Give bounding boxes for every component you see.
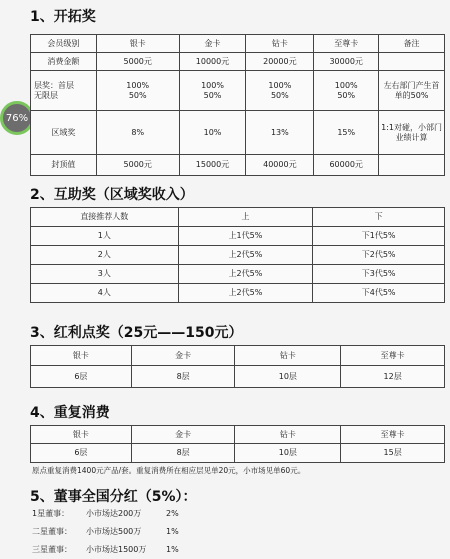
header-cell: 银卡 xyxy=(31,346,132,366)
table-cell: 10% xyxy=(179,111,246,155)
table-row xyxy=(31,246,445,265)
table-row xyxy=(31,284,445,303)
dividend-rate: 1% xyxy=(166,527,179,536)
table-cell: 4人 xyxy=(31,284,179,303)
row-label: 消费金额 xyxy=(31,53,97,71)
header-cell: 备注 xyxy=(379,35,445,53)
table-cell: 100% 50% xyxy=(96,71,179,111)
list-item xyxy=(32,523,179,541)
table-cell: 8% xyxy=(96,111,179,155)
table-cell: 上2代5% xyxy=(178,265,313,284)
table-cell: 8层 xyxy=(131,444,235,463)
header-cell: 钻卡 xyxy=(246,35,314,53)
header-cell: 钻卡 xyxy=(235,346,341,366)
row-label: 层奖：首层 无限层 xyxy=(31,71,97,111)
director-level: 1星董事： xyxy=(32,509,70,518)
table-cell: 10000元 xyxy=(179,53,246,71)
table-header-row xyxy=(31,208,445,227)
director-level: 三星董事： xyxy=(32,545,72,554)
market-requirement: 小市场达500万 xyxy=(86,527,142,536)
table-cell: 10层 xyxy=(235,366,341,388)
table-chongfu xyxy=(30,425,445,463)
table-cell: 上2代5% xyxy=(178,284,313,303)
table-cell: 上2代5% xyxy=(178,246,313,265)
table-header-row xyxy=(31,426,445,444)
table-row xyxy=(31,53,445,71)
header-cell: 银卡 xyxy=(96,35,179,53)
row-label: 区域奖 xyxy=(31,111,97,155)
table-cell: 8层 xyxy=(131,366,235,388)
table-header-row xyxy=(31,346,445,366)
market-requirement: 小市场达1500万 xyxy=(86,545,147,554)
list-item xyxy=(32,541,179,559)
table-row xyxy=(31,444,445,463)
section-5-title: 5、董事全国分红（5%）： xyxy=(30,489,197,505)
table-cell: 上1代5% xyxy=(178,227,313,246)
section-2-title: 2、互助奖（区域奖收入） xyxy=(30,187,194,203)
header-cell: 银卡 xyxy=(31,426,132,444)
dividend-rate: 1% xyxy=(166,545,179,554)
table-cell: 15000元 xyxy=(179,155,246,176)
table-header-row xyxy=(31,35,445,53)
market-requirement: 小市场达200万 xyxy=(86,509,142,518)
table-cell: 3人 xyxy=(31,265,179,284)
header-cell: 至尊卡 xyxy=(341,346,445,366)
table-cell: 下3代5% xyxy=(313,265,445,284)
table-cell: 15% xyxy=(314,111,379,155)
header-cell: 金卡 xyxy=(131,426,235,444)
header-cell: 下 xyxy=(313,208,445,227)
table-cell: 2人 xyxy=(31,246,179,265)
header-cell: 金卡 xyxy=(131,346,235,366)
table-kaituo xyxy=(30,34,445,176)
section-3-title: 3、红利点奖（25元——150元） xyxy=(30,325,243,341)
list-item xyxy=(32,505,179,523)
table-cell: 100% 50% xyxy=(314,71,379,111)
table-cell: 15层 xyxy=(341,444,445,463)
table-cell: 20000元 xyxy=(246,53,314,71)
director-level: 二星董事： xyxy=(32,527,72,536)
dividend-rate: 2% xyxy=(166,509,179,518)
note-cell xyxy=(379,53,445,71)
note-cell: 1:1对碰，小部门业绩计算 xyxy=(379,111,445,155)
table-cell: 6层 xyxy=(31,444,132,463)
table-row xyxy=(31,111,445,155)
table-cell: 10层 xyxy=(235,444,341,463)
table-cell: 5000元 xyxy=(96,53,179,71)
table-cell: 5000元 xyxy=(96,155,179,176)
header-cell: 会员级别 xyxy=(31,35,97,53)
table-cell: 12层 xyxy=(341,366,445,388)
table-cell: 下2代5% xyxy=(313,246,445,265)
header-cell: 直接推荐人数 xyxy=(31,208,179,227)
table-row xyxy=(31,366,445,388)
table-cell: 下1代5% xyxy=(313,227,445,246)
director-dividend-list xyxy=(32,505,179,559)
table-row xyxy=(31,71,445,111)
row-label: 封顶值 xyxy=(31,155,97,176)
table-row xyxy=(31,265,445,284)
table-cell: 40000元 xyxy=(246,155,314,176)
table-cell: 1人 xyxy=(31,227,179,246)
table-cell: 30000元 xyxy=(314,53,379,71)
progress-badge: 76% xyxy=(0,101,34,135)
section-4-title: 4、重复消费 xyxy=(30,405,110,421)
table-cell: 100% 50% xyxy=(246,71,314,111)
header-cell: 钻卡 xyxy=(235,426,341,444)
section-1-title: 1、开拓奖 xyxy=(30,9,96,25)
table-hongli xyxy=(30,345,445,388)
table-row xyxy=(31,155,445,176)
table-row xyxy=(31,227,445,246)
table-cell: 6层 xyxy=(31,366,132,388)
table-cell: 13% xyxy=(246,111,314,155)
header-cell: 金卡 xyxy=(179,35,246,53)
note-cell: 左右部门产生首单的50% xyxy=(379,71,445,111)
header-cell: 至尊卡 xyxy=(314,35,379,53)
note-cell xyxy=(379,155,445,176)
table-cell: 60000元 xyxy=(314,155,379,176)
header-cell: 至尊卡 xyxy=(341,426,445,444)
header-cell: 上 xyxy=(178,208,313,227)
repeat-consumption-note: 原点重复消费1400元产品/套。重复消费所在相应层见单20元，小市场见单60元。 xyxy=(32,466,306,475)
table-huzhu xyxy=(30,207,445,303)
table-cell: 100% 50% xyxy=(179,71,246,111)
table-cell: 下4代5% xyxy=(313,284,445,303)
